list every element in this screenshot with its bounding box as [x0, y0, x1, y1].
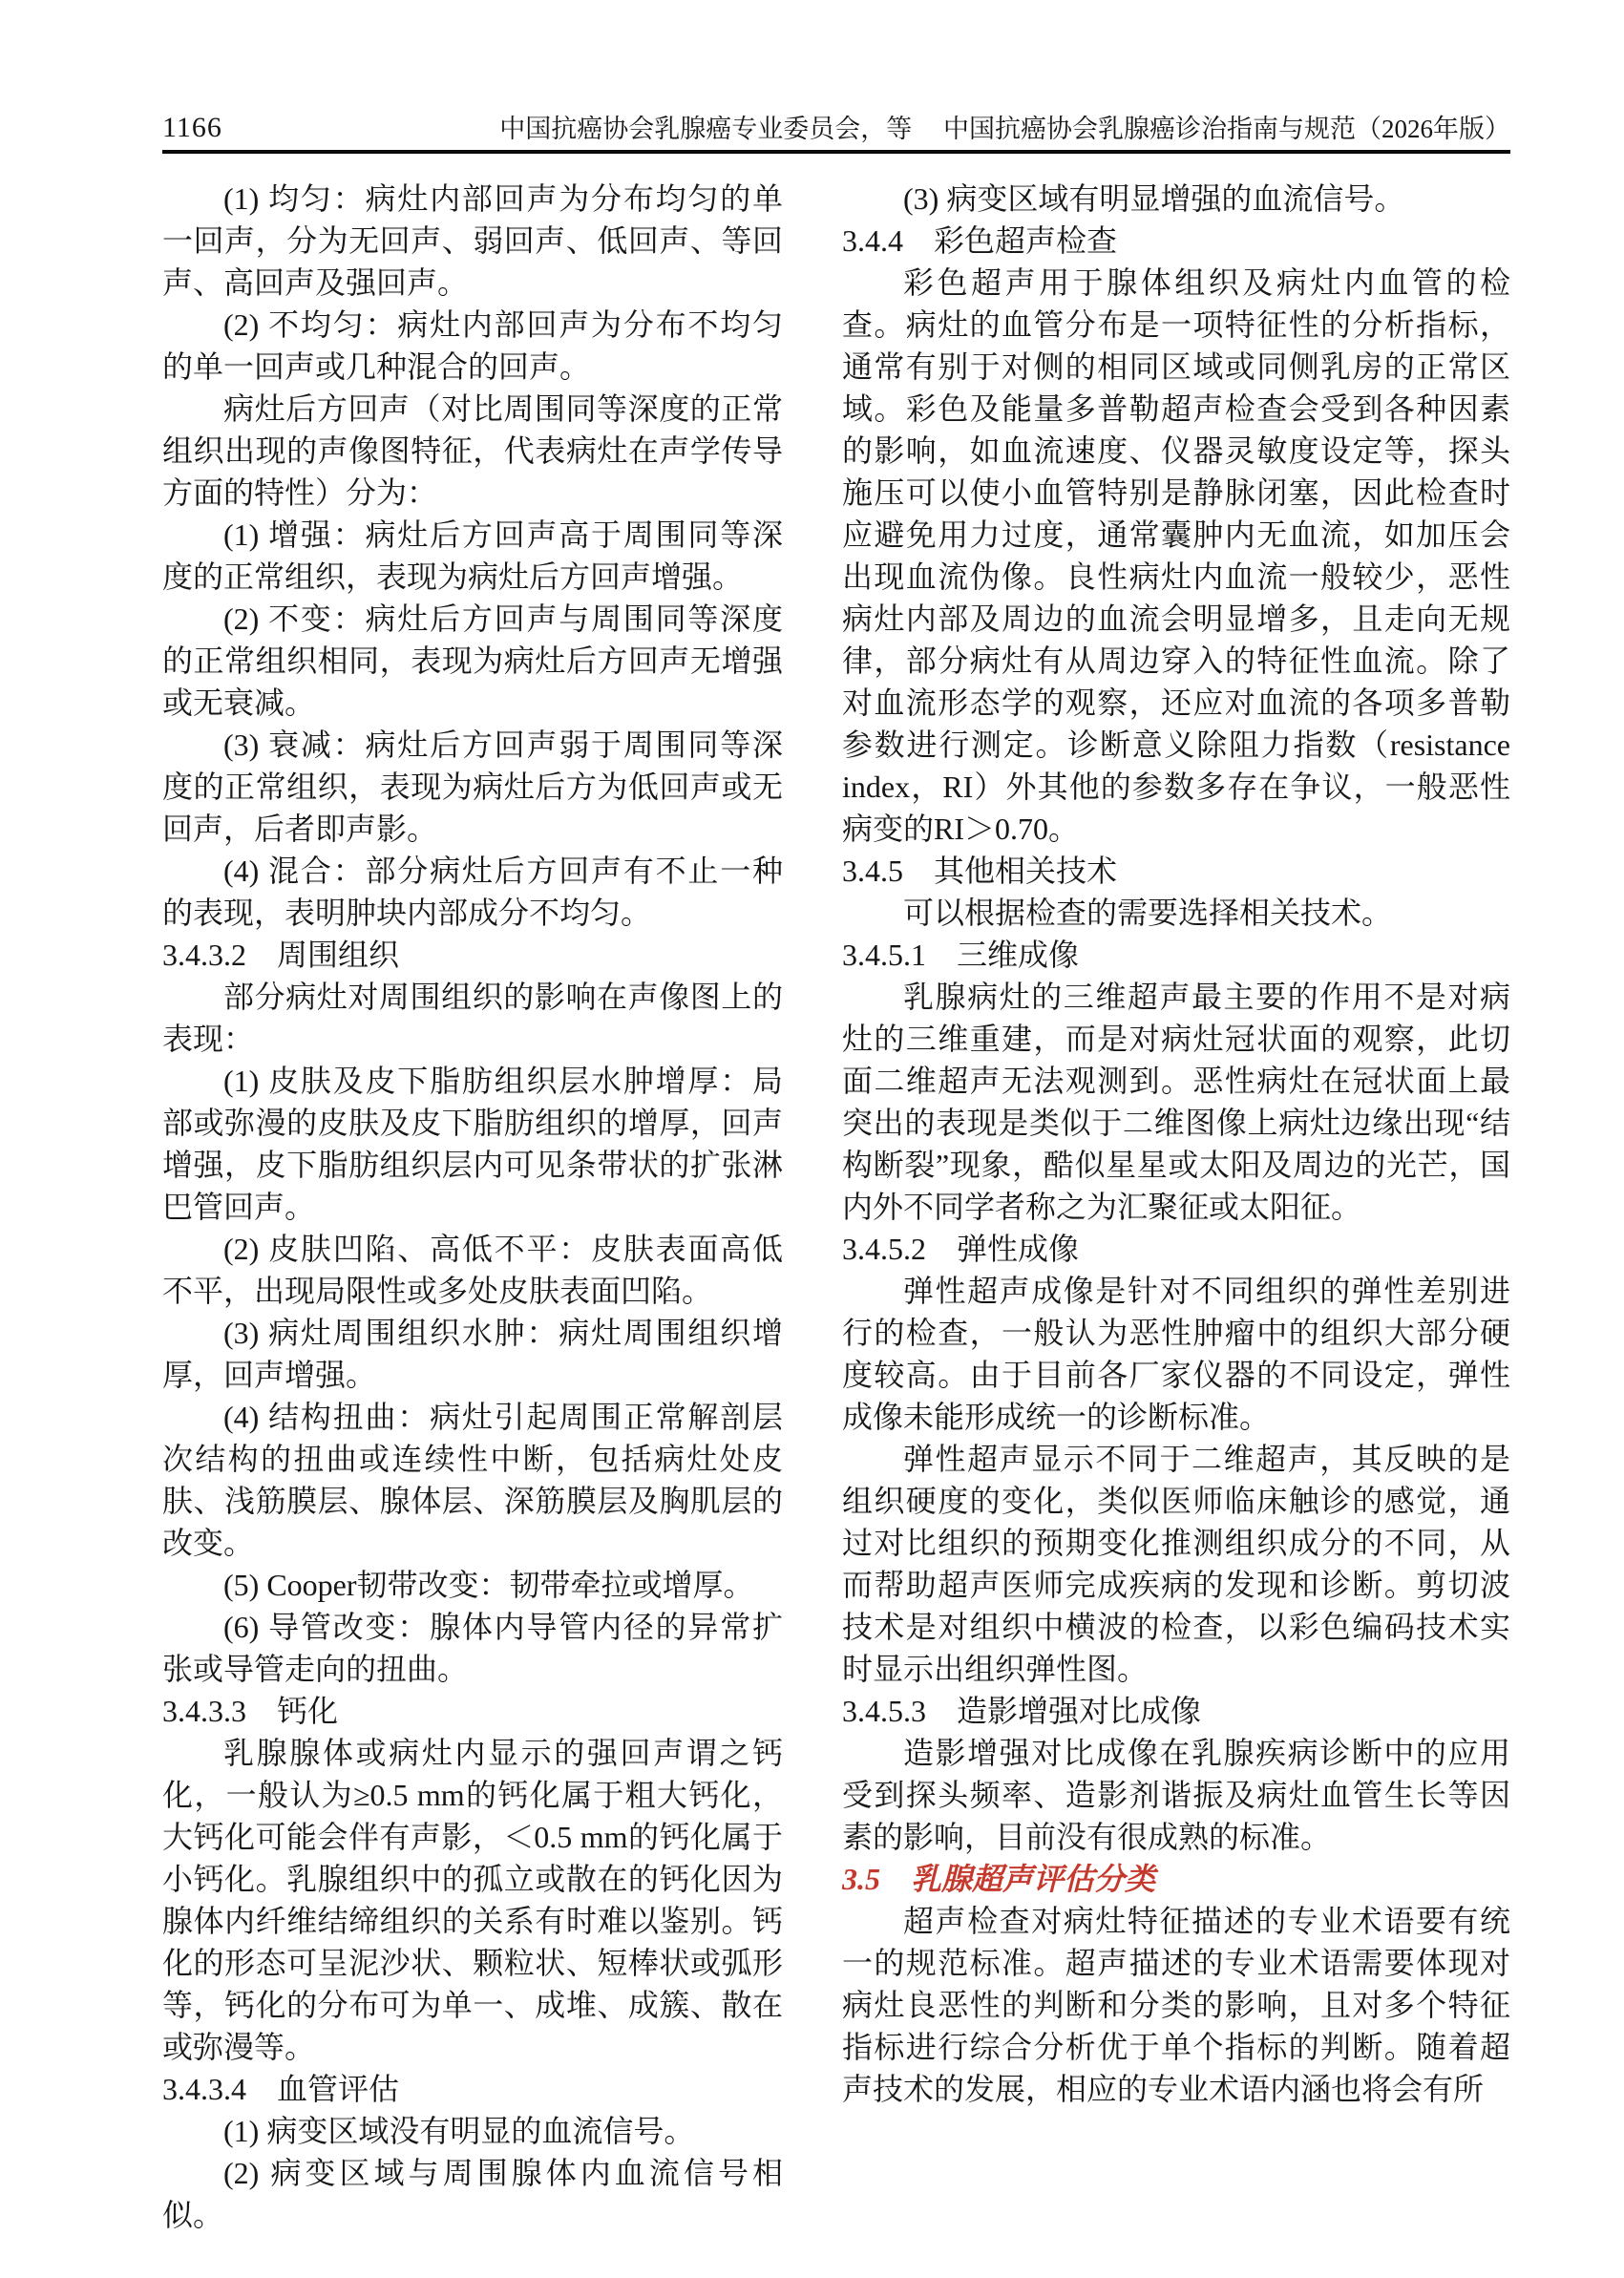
paragraph: 超声检查对病灶特征描述的专业术语要有统一的规范标准。超声描述的专业术语需要体现对病灶良恶性的判断和分类的影响，且对多个特征指标进行综合分析优于单个指标的判断。随着超声技术的发展，相应的专业术语内涵也将会有所 [842, 1904, 1510, 2106]
paragraph: (2) 不变：病灶后方回声与周围同等深度的正常组织相同，表现为病灶后方回声无增强或无衰减。 [162, 601, 783, 720]
section-heading-3-4-5-2: 3.4.5.2 弹性成像 [842, 1232, 1080, 1266]
paragraph: (2) 不均匀：病灶内部回声为分布不均匀的单一回声或几种混合的回声。 [162, 307, 783, 384]
running-head-journal: 中国抗癌协会乳腺癌诊治指南与规范（2026年版） [943, 115, 1510, 143]
section-heading-3-4-3-3: 3.4.3.3 钙化 [162, 1694, 339, 1728]
running-head [499, 115, 1510, 143]
paragraph: 部分病灶对周围组织的影响在声像图上的表现： [162, 980, 783, 1056]
paragraph: (3) 病灶周围组织水肿：病灶周围组织增厚，回声增强。 [162, 1316, 783, 1392]
paragraph: (1) 均匀：病灶内部回声为分布均匀的单一回声，分为无回声、弱回声、低回声、等回声、高回声及强回声。 [162, 181, 783, 300]
paragraph: (3) 衰减：病灶后方回声弱于周围同等深度的正常组织，表现为病灶后方为低回声或无回声，后者即声影。 [162, 728, 783, 846]
paragraph: 弹性超声成像是针对不同组织的弹性差别进行的检查，一般认为恶性肿瘤中的组织大部分硬度较高。由于目前各厂家仪器的不同设定，弹性成像未能形成统一的诊断标准。 [842, 1274, 1510, 1434]
two-column-body [162, 178, 1510, 2236]
paragraph: (1) 病变区域没有明显的血流信号。 [223, 2114, 695, 2148]
paragraph: 彩色超声用于腺体组织及病灶内血管的检查。病灶的血管分布是一项特征性的分析指标，通常有别于对侧的相同区域或同侧乳房的正常区域。彩色及能量多普勒超声检查会受到各种因素的影响，如血流速度、仪器灵敏度设定等，探头施压可以使小血管特别是静脉闭塞，因此检查时应避免用力过度，通常囊肿内无血流，如加压会出现血流伪像。良性病灶内血流一般较少，恶性病灶内部及周边的血流会明显增多，且走向无规律，部分病灶有从周边穿入的特征性血流。除了对血流形态学的观察，还应对血流的各项多普勒参数进行测定。诊断意义除阻力指数（resistance index，RI）外其他的参数多存在争议，一般恶性病变的RI＞0.70。 [842, 265, 1510, 846]
section-heading-3-4-4: 3.4.4 彩色超声检查 [842, 223, 1118, 258]
section-heading-3-4-3-4: 3.4.3.4 血管评估 [162, 2072, 400, 2106]
section-heading-3-4-5-1: 3.4.5.1 三维成像 [842, 938, 1080, 972]
document-page [162, 0, 1510, 2236]
header-rule [162, 150, 1510, 154]
paragraph: 可以根据检查的需要选择相关技术。 [903, 896, 1393, 930]
paragraph: (4) 结构扭曲：病灶引起周围正常解剖层次结构的扭曲或连续性中断，包括病灶处皮肤、浅筋膜层、腺体层、深筋膜层及胸肌层的改变。 [162, 1400, 783, 1560]
page-header [162, 0, 1510, 150]
page-number: 1166 [162, 112, 222, 143]
column-right [842, 178, 1510, 2236]
section-heading-3-4-5-3: 3.4.5.3 造影增强对比成像 [842, 1694, 1202, 1728]
paragraph: (2) 病变区域与周围腺体内血流信号相似。 [162, 2156, 783, 2232]
section-heading-3-5: 3.5 乳腺超声评估分类 [842, 1862, 1156, 1896]
paragraph: 病灶后方回声（对比周围同等深度的正常组织出现的声像图特征，代表病灶在声学传导方面的特性）分为： [162, 391, 783, 510]
paragraph: 弹性超声显示不同于二维超声，其反映的是组织硬度的变化，类似医师临床触诊的感觉，通过对比组织的预期变化推测组织成分的不同，从而帮助超声医师完成疾病的发现和诊断。剪切波技术是对组织中横波的检查，以彩色编码技术实时显示出组织弹性图。 [842, 1442, 1510, 1686]
paragraph: 造影增强对比成像在乳腺疾病诊断中的应用受到探头频率、造影剂谐振及病灶血管生长等因素的影响，目前没有很成熟的标准。 [842, 1736, 1510, 1854]
paragraph: (3) 病变区域有明显增强的血流信号。 [903, 181, 1405, 216]
paragraph: 乳腺病灶的三维超声最主要的作用不是对病灶的三维重建，而是对病灶冠状面的观察，此切面二维超声无法观测到。恶性病灶在冠状面上最突出的表现是类似于二维图像上病灶边缘出现“结构断裂”现象，酷似星星或太阳及周边的光芒，国内外不同学者称之为汇聚征或太阳征。 [842, 980, 1510, 1224]
paragraph: (5) Cooper韧带改变：韧带牵拉或增厚。 [223, 1568, 754, 1602]
paragraph: (1) 增强：病灶后方回声高于周围同等深度的正常组织，表现为病灶后方回声增强。 [162, 517, 783, 594]
paragraph: (1) 皮肤及皮下脂肪组织层水肿增厚：局部或弥漫的皮肤及皮下脂肪组织的增厚，回声增强，皮下脂肪组织层内可见条带状的扩张淋巴管回声。 [162, 1064, 783, 1224]
section-heading-3-4-5: 3.4.5 其他相关技术 [842, 854, 1118, 888]
paragraph: 乳腺腺体或病灶内显示的强回声谓之钙化，一般认为≥0.5 mm的钙化属于粗大钙化，大钙化可能会伴有声影，＜0.5 mm的钙化属于小钙化。乳腺组织中的孤立或散在的钙化因为腺体内纤维结缔组织的关系有时难以鉴别。钙化的形态可呈泥沙状、颗粒状、短棒状或弧形等，钙化的分布可为单一、成堆、成簇、散在或弥漫等。 [162, 1736, 783, 2064]
paragraph: (4) 混合：部分病灶后方回声有不止一种的表现，表明肿块内部成分不均匀。 [162, 854, 783, 930]
section-heading-3-4-3-2: 3.4.3.2 周围组织 [162, 938, 400, 972]
paragraph: (2) 皮肤凹陷、高低不平：皮肤表面高低不平，出现局限性或多处皮肤表面凹陷。 [162, 1232, 783, 1308]
running-head-authors: 中国抗癌协会乳腺癌专业委员会，等 [499, 115, 913, 143]
column-left [162, 178, 783, 2236]
paragraph: (6) 导管改变：腺体内导管内径的异常扩张或导管走向的扭曲。 [162, 1610, 783, 1686]
